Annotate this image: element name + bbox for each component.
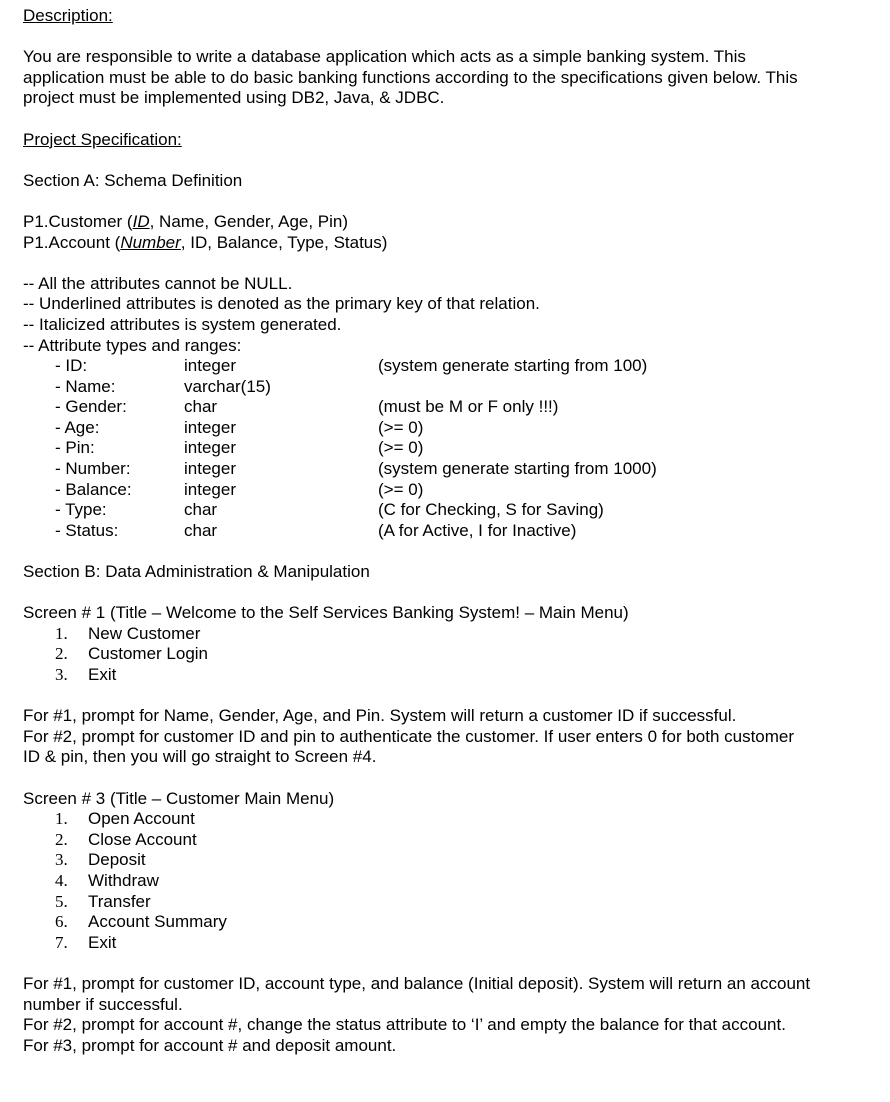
attribute-row [23, 480, 868, 501]
attribute-row [23, 500, 868, 521]
list-item-label: Exit [88, 665, 117, 684]
list-item-number: 7. [55, 932, 68, 952]
attribute-row [23, 377, 868, 398]
list-item-number: 1. [55, 809, 68, 829]
note-line: -- Attribute types and ranges: [23, 335, 242, 355]
list-item [55, 912, 868, 933]
intro-line-2: application must be able to do basic banking functions according to the specifications given below. This [23, 67, 798, 87]
list-item-label: Open Account [88, 809, 195, 829]
intro-line-3: project must be implemented using DB2, Java, & JDBC. [23, 88, 445, 108]
attribute-type: integer [184, 438, 236, 458]
list-item-number: 1. [55, 623, 68, 643]
screen3-note-3: For #2, prompt for account #, change the status attribute to ‘I’ and empty the balance for that account. [23, 1015, 786, 1035]
list-item-number: 6. [55, 912, 68, 932]
account-schema [23, 233, 868, 254]
attribute-name: - Status: [55, 520, 119, 540]
list-item [55, 665, 868, 686]
attribute-note: (>= 0) [378, 438, 424, 458]
list-item-label: Account Summary [88, 912, 227, 932]
customer-schema [23, 212, 868, 233]
list-item [55, 892, 868, 913]
attribute-row [23, 438, 868, 459]
note-line: -- Italicized attributes is system generated. [23, 314, 342, 334]
list-item-label: Withdraw [88, 870, 159, 890]
note-line: -- Underlined attributes is denoted as the primary key of that relation. [23, 294, 540, 314]
attribute-row [23, 418, 868, 439]
list-item-number: 2. [55, 829, 68, 849]
attribute-type: integer [184, 459, 236, 479]
screen3-note-4: For #3, prompt for account # and deposit amount. [23, 1035, 397, 1055]
list-item-label: Customer Login [88, 644, 209, 664]
customer-primary-key: ID [132, 211, 150, 231]
note-line: -- All the attributes cannot be NULL. [23, 273, 293, 293]
account-primary-key: Number [120, 232, 181, 252]
section-a-heading: Section A: Schema Definition [23, 170, 243, 190]
attribute-note: (system generate starting from 100) [378, 356, 648, 376]
attribute-name: - Gender: [55, 397, 127, 417]
list-item-label: Transfer [88, 891, 151, 911]
attribute-type: char [184, 520, 218, 540]
list-item [55, 933, 868, 954]
spec-heading: Project Specification: [23, 129, 182, 149]
list-item-label: Deposit [88, 850, 146, 870]
attribute-type: char [184, 397, 218, 417]
list-item-number: 4. [55, 870, 68, 890]
attribute-row [23, 397, 868, 418]
attribute-name: - Pin: [55, 438, 95, 458]
attribute-type: integer [184, 479, 236, 499]
list-item-number: 2. [55, 644, 68, 664]
list-item [55, 624, 868, 645]
attribute-note: (A for Active, I for Inactive) [378, 520, 577, 540]
screen1-menu [23, 624, 868, 686]
attribute-type: char [184, 500, 218, 520]
attribute-type: varchar(15) [184, 376, 271, 396]
attribute-type: integer [184, 417, 236, 437]
attribute-note: (must be M or F only !!!) [378, 397, 559, 417]
intro-line-1: You are responsible to write a database application which acts as a simple banking system. This [23, 47, 746, 67]
attribute-note: (>= 0) [378, 479, 424, 499]
list-item-label: New Customer [88, 623, 201, 643]
screen1-note-3: ID & pin, then you will go straight to Screen #4. [23, 747, 377, 767]
description-heading: Description: [23, 6, 113, 25]
list-item-label: Exit [88, 932, 117, 952]
attribute-note: (>= 0) [378, 417, 424, 437]
attribute-note: (system generate starting from 1000) [378, 459, 657, 479]
attribute-row [23, 521, 868, 542]
attribute-row [23, 356, 868, 377]
attribute-name: - Name: [55, 376, 116, 396]
attribute-type: integer [184, 356, 236, 376]
attribute-name: - Type: [55, 500, 107, 520]
screen1-note-2: For #2, prompt for customer ID and pin to authenticate the customer. If user enters 0 for both customer [23, 726, 795, 746]
screen3-menu [23, 809, 868, 953]
list-item [55, 850, 868, 871]
attribute-note [378, 377, 868, 398]
list-item-number: 3. [55, 665, 68, 684]
screen3-title: Screen # 3 (Title – Customer Main Menu) [23, 788, 335, 808]
attribute-note: (C for Checking, S for Saving) [378, 500, 604, 520]
list-item-number: 3. [55, 850, 68, 870]
customer-schema-rest: , Name, Gender, Age, Pin) [149, 211, 349, 231]
list-item [55, 644, 868, 665]
screen3-note-2: number if successful. [23, 994, 183, 1014]
customer-schema-prefix: P1.Customer ( [23, 211, 133, 231]
attribute-row [23, 459, 868, 480]
list-item-label: Close Account [88, 829, 197, 849]
list-item [55, 809, 868, 830]
attribute-name: - ID: [55, 356, 88, 376]
list-item-number: 5. [55, 891, 68, 911]
account-schema-rest: , ID, Balance, Type, Status) [180, 232, 388, 252]
attribute-table [23, 356, 868, 541]
screen3-note-1: For #1, prompt for customer ID, account type, and balance (Initial deposit). System will return an account [23, 973, 811, 993]
section-b-heading: Section B: Data Administration & Manipulation [23, 562, 370, 582]
list-item [55, 871, 868, 892]
screen1-note-1: For #1, prompt for Name, Gender, Age, and Pin. System will return a customer ID if successful. [23, 706, 737, 726]
attribute-name: - Balance: [55, 479, 132, 499]
screen1-title: Screen # 1 (Title – Welcome to the Self Services Banking System! – Main Menu) [23, 603, 629, 623]
list-item [55, 830, 868, 851]
attribute-name: - Age: [55, 417, 100, 437]
attribute-name: - Number: [55, 459, 131, 479]
account-schema-prefix: P1.Account ( [23, 232, 121, 252]
